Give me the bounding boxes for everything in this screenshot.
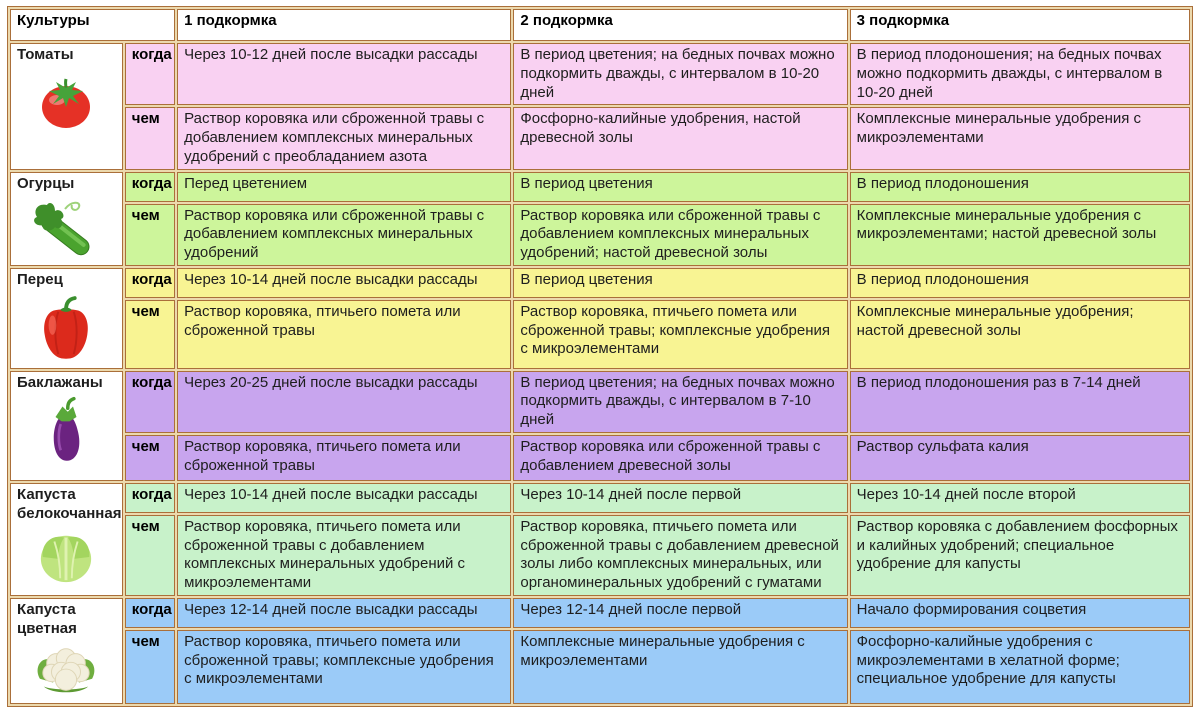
- column-header-feeding-2: 2 подкормка: [513, 9, 847, 41]
- what-cell: Раствор коровяка или сброженной травы с добавлением комплексных минеральных удобрений: [177, 204, 511, 266]
- table-row: [10, 300, 1190, 369]
- crop-name: Огурцы: [17, 174, 75, 192]
- when-cell: В период цветения; на бедных почвах можно подкормить дважды, с интервалом в 10-20 дней: [513, 43, 847, 105]
- what-cell: Фосфорно-калийные удобрения с микроэлементами в хелатной форме; специальное удобрение для капусты: [850, 630, 1190, 704]
- what-label: чем: [125, 435, 175, 481]
- what-cell: Комплексные минеральные удобрения с микроэлементами: [850, 107, 1190, 169]
- when-cell: Через 10-14 дней после второй: [850, 483, 1190, 513]
- eggplant-icon: [17, 396, 116, 466]
- when-label: когда: [125, 172, 175, 202]
- when-label: когда: [125, 268, 175, 298]
- crop-cell-eggplants: [10, 371, 123, 481]
- table-row: [10, 483, 1190, 513]
- what-cell: Комплексные минеральные удобрения с микроэлементами: [513, 630, 847, 704]
- fertilizing-schedule-table: [7, 6, 1193, 707]
- when-label: когда: [125, 598, 175, 628]
- what-cell: Раствор коровяка с добавлением фосфорных и калийных удобрений; специальное удобрение для капусты: [850, 515, 1190, 596]
- when-cell: Через 10-12 дней после высадки рассады: [177, 43, 511, 105]
- cucumber-icon: [17, 197, 116, 261]
- crop-name: Капуста цветная: [17, 600, 77, 637]
- when-cell: Перед цветением: [177, 172, 511, 202]
- crop-name: Баклажаны: [17, 373, 103, 391]
- what-cell: Раствор сульфата калия: [850, 435, 1190, 481]
- table-row: [10, 598, 1190, 628]
- table-row: [10, 43, 1190, 105]
- what-cell: Раствор коровяка или сброженной травы с добавлением комплексных минеральных удобрений с преобладанием азота: [177, 107, 511, 169]
- what-cell: Раствор коровяка, птичьего помета или сброженной травы с добавлением древесной золы либо комплексных минеральных, или органоминеральных удобрений с гуматами: [513, 515, 847, 596]
- column-header-feeding-3: 3 подкормка: [850, 9, 1190, 41]
- what-label: чем: [125, 300, 175, 369]
- crop-cell-cauliflower: [10, 598, 123, 704]
- table-row: [10, 268, 1190, 298]
- cabbage-icon: [17, 527, 116, 585]
- when-cell: В период цветения: [513, 268, 847, 298]
- crop-name: Томаты: [17, 46, 74, 63]
- when-cell: Через 10-14 дней после высадки рассады: [177, 268, 511, 298]
- when-cell: Через 12-14 дней после первой: [513, 598, 847, 628]
- when-cell: Через 10-14 дней после первой: [513, 483, 847, 513]
- crop-cell-pepper: [10, 268, 123, 369]
- what-cell: Раствор коровяка, птичьего помета или сброженной травы с добавлением комплексных минеральных удобрений с микроэлементами: [177, 515, 511, 596]
- table-row: [10, 107, 1190, 169]
- crop-name: Капуста белокочанная: [17, 485, 122, 522]
- crop-cell-tomatoes: [10, 43, 123, 170]
- crop-cell-cucumbers: [10, 172, 123, 266]
- when-cell: В период цветения; на бедных почвах можно подкормить дважды, с интервалом в 7-10 дней: [513, 371, 847, 433]
- cauliflower-icon: [17, 642, 116, 700]
- crop-cell-white-cabbage: [10, 483, 123, 596]
- column-header-crops: Культуры: [10, 9, 175, 41]
- what-cell: Раствор коровяка, птичьего помета или сброженной травы; комплексные удобрения с микроэлементами: [177, 630, 511, 704]
- tomato-icon: [17, 69, 116, 131]
- when-cell: В период плодоношения: [850, 172, 1190, 202]
- when-cell: Начало формирования соцветия: [850, 598, 1190, 628]
- when-cell: Через 20-25 дней после высадки рассады: [177, 371, 511, 433]
- what-cell: Комплексные минеральные удобрения с микроэлементами; настой древесной золы: [850, 204, 1190, 266]
- what-cell: Раствор коровяка, птичьего помета или сброженной травы: [177, 435, 511, 481]
- what-label: чем: [125, 630, 175, 704]
- column-header-feeding-1: 1 подкормка: [177, 9, 511, 41]
- what-cell: Фосфорно-калийные удобрения, настой древесной золы: [513, 107, 847, 169]
- when-label: когда: [125, 371, 175, 433]
- when-cell: В период плодоношения раз в 7-14 дней: [850, 371, 1190, 433]
- table-row: [10, 630, 1190, 704]
- when-label: когда: [125, 483, 175, 513]
- when-cell: Через 12-14 дней после высадки рассады: [177, 598, 511, 628]
- table-row: [10, 515, 1190, 596]
- table-row: [10, 435, 1190, 481]
- pepper-icon: [17, 294, 116, 366]
- when-cell: Через 10-14 дней после высадки рассады: [177, 483, 511, 513]
- what-cell: Раствор коровяка, птичьего помета или сброженной травы; комплексные удобрения с микроэлементами: [513, 300, 847, 369]
- when-cell: В период плодоношения: [850, 268, 1190, 298]
- table-row: [10, 371, 1190, 433]
- what-label: чем: [125, 515, 175, 596]
- what-cell: Комплексные минеральные удобрения; настой древесной золы: [850, 300, 1190, 369]
- what-label: чем: [125, 204, 175, 266]
- what-cell: Раствор коровяка или сброженной травы с добавлением древесной золы: [513, 435, 847, 481]
- what-label: чем: [125, 107, 175, 169]
- what-cell: Раствор коровяка или сброженной травы с добавлением комплексных минеральных удобрений; настой древесной золы: [513, 204, 847, 266]
- when-cell: В период цветения: [513, 172, 847, 202]
- when-cell: В период плодоношения; на бедных почвах можно подкормить дважды, с интервалом в 10-20 дней: [850, 43, 1190, 105]
- header-row: [10, 9, 1190, 41]
- when-label: когда: [125, 43, 175, 105]
- what-cell: Раствор коровяка, птичьего помета или сброженной травы: [177, 300, 511, 369]
- crop-name: Перец: [17, 270, 63, 288]
- table-row: [10, 204, 1190, 266]
- table-row: [10, 172, 1190, 202]
